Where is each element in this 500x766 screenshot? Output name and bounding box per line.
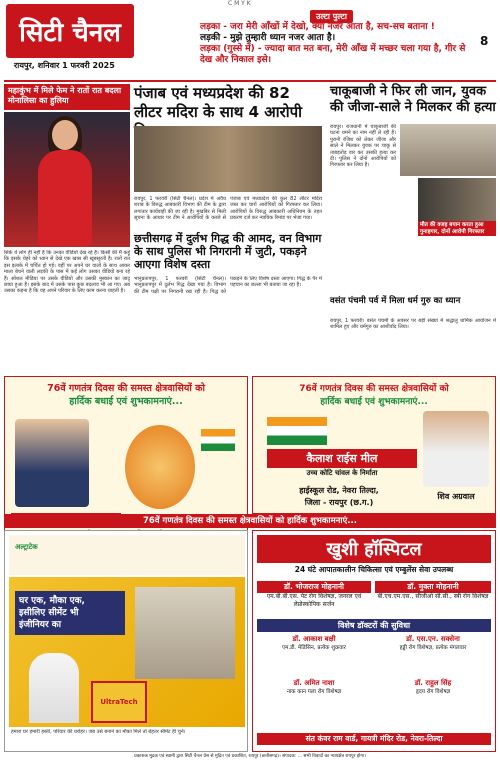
greeting-banner: 76वें गणतंत्र दिवस की समस्त क्षेत्रवासियों को हार्दिक शुभकामनाएं... [4, 514, 496, 528]
doctor-name: डॉ. मुक्ता मोहनानी [375, 581, 491, 593]
ulta-pulta-joke [200, 22, 470, 66]
doctor-detail: हड्डी रोग विशेषज्ञ, प्रत्येक मंगलवार [399, 645, 467, 651]
ad-title: 76वें गणतंत्र दिवस की समस्त क्षेत्रवासियों को [299, 384, 449, 394]
greeting-ad-kailash [252, 376, 496, 514]
brand-logo: सिटी चैनल [6, 4, 134, 58]
house-image [135, 587, 235, 679]
flag-icon [267, 417, 327, 445]
khushi-hospital-ad [252, 530, 496, 752]
doctor-name: डॉ. राहुल सिंह [414, 679, 452, 687]
person-photo [15, 419, 89, 507]
cmyk-marker: C M Y K [228, 0, 251, 7]
company-name: कैलाश राईस मील [267, 449, 417, 468]
address-line: जिला - रायपुर (छ.ग.) [304, 498, 374, 507]
slogan-line: घर एक, मौका एक, [19, 596, 85, 606]
slogan-box [15, 591, 125, 635]
person-photo [423, 411, 489, 487]
woman-face-shape [52, 120, 78, 150]
main-story-body: रायपुर, 1 फरवरी (सिटी चैनल)। प्रदेश में अवैध शराब के विरुद्ध आबकारी विभाग की टीम के द्वारा लगातार कार्यवाही की जा रही है। मुखबिर से मिली सूचना के आधार पर टीम ने आरोपियों के कब्जे से पंजाब एवं मध्यप्रदेश की कुल 82 लीटर मदिरा जब्त कर चारों आरोपियों को गिरफ्तार कर लिया। आरोपियों के विरुद्ध आबकारी अधिनियम के तहत प्रकरण दर्ज कर न्यायिक रिमांड पर भेजा गया। [134, 196, 322, 222]
doctor-detail: एम.बी.बी.एस. पेट रोग विशेषज्ञ, जनरल एवं लेप्रोस्कोपिक सर्जन [266, 593, 362, 608]
badge: अल्ट्राटेक [15, 543, 38, 551]
flag-icon [201, 429, 235, 451]
ad-title: 76वें गणतंत्र दिवस की समस्त क्षेत्रवासियों को [47, 383, 205, 394]
sub-story-body: भानुप्रतापपुर, 1 फरवरी (सिटी चैनल)। भानुप्रतापपुर में दुर्लभ गिद्ध देखा गया है। विभाग की टीम पक्षी पर निगरानी रख रही है। गिद्ध को पकड़ने के लिए विशेष दस्ता आएगा। गिद्ध के पैर में पहचान का छल्ला भी बताया जा रहा है। [134, 276, 322, 295]
doctor-name: डॉ. अमित नाशा [293, 679, 335, 687]
cement-bag: UltraTech [91, 681, 147, 723]
arrest-photo [134, 126, 322, 192]
page-number: 8 [480, 34, 489, 48]
imprint-footer: प्रकाशक मुद्रक एवं स्वामी द्वारा सिटी चैनल प्रेस से मुद्रित एवं प्रकाशित, रायपुर (छत्तीसगढ़)। संपादक: ... सभी विवादों का न्यायक्षेत्र रायपुर होगा। [134, 754, 366, 759]
slogan-line: इसीलिए सीमेंट भी [19, 608, 79, 618]
doctor-name: डॉ. भोजराज मोहनानी [257, 581, 371, 593]
left-story-body: सिर्फ़ ये लोग ही नहीं है कि उनका वीडियो देख रहे हैं। किसी की मैं कहूं कि इसके चेहरे को ध्यान से देखे एक खास सी खूबसूरती है। रातों रात इस इलाके में चर्चित हो गई। वहीं पर अपने घर वालों के साथ आकर माला बेचने वाली लड़की के पास में कई लोग उसका वीडियो बना रहे हैं। सोशल मीडिया पर उसके वीडियो और उसकी मुस्कान का जादू छाया हुआ है। इसके बाद में उसके पास कुछ बदलाव भी आ गए। अब उसका कहना है कि वह अपने परिवार के लिए काम करना चाहती है। [4, 250, 130, 295]
doctor-detail: एम.डी. मेडिसिन, प्रत्येक शुक्रवार [282, 645, 346, 651]
doctor-name: डॉ. आकाश बक्षी [292, 635, 336, 643]
joke-line: लड़का (गुस्से में) - ज्यादा बात मत बना, मेरी आँख में मच्छर चला गया है, गीर से देख और निकाल इसे। [200, 44, 466, 65]
address-line: हाईस्कूल रोड, नेवरा तिल्दा, [299, 486, 379, 495]
accused-photo [418, 178, 496, 222]
photo-caption: मौत की वजह बयान करता हुआ गुनाहगार, दोनों आरोपी गिरफ्तार [418, 221, 496, 236]
doctor-detail: बी.एच.एम.एस., सीजीओ सी.सी., स्त्री रोग विशेषज्ञ [377, 593, 489, 600]
doctor-name: डॉ. एस.एन. सक्सेना [406, 635, 460, 643]
ad-subtitle: हार्दिक बधाई एवं शुभकामनाएं... [320, 397, 428, 407]
joke-line: लड़की - मुझे तुम्हारी ध्यान नजर आता है। [200, 33, 336, 43]
divider [4, 80, 496, 82]
sub-story-headline: छत्तीसगढ़ में दुर्लभ गिद्ध की आमद, वन विभाग के साथ पुलिस भी निगरानी में जुटी, पकड़ने आएगा विशेष दस्ता [134, 232, 322, 271]
victim-photo [400, 124, 496, 176]
hospital-subtitle: 24 घंटे आपातकालीन चिकित्सा एवं एम्बुलेंस सेवा उपलब्ध [294, 565, 454, 574]
engineer-image [29, 653, 79, 723]
left-story-headline: महाकुंभ में मिले फेम ने रातों रात बदला मोनालिसा का हुलिया [4, 84, 130, 110]
company-tagline: उच्च कोटि चांवल के निर्माता [306, 469, 378, 477]
joke-line: लड़का - जरा मेरी आँखों में देखो, क्या नजर आता है, सच-सच बताना ! [200, 22, 435, 32]
dateline: रायपुर, शनिवार 1 फरवरी 2025 [14, 61, 115, 70]
woman-dress-shape [38, 150, 92, 246]
special-label: विशेष डॉक्टरों की सुविधा [257, 619, 491, 632]
main-story-headline: पंजाब एवं मध्यप्रदेश की 82 लीटर मदिरा के साथ 4 आरोपी [134, 84, 303, 121]
right-sub-body: रायपुर, 1 फरवरी। वसंत पंचमी के अवसर पर बड़ी संख्या में श्रद्धालु धार्मिक आयोजन में शामिल हुए और धर्मगुरु का आशीर्वाद लिया। [330, 318, 496, 331]
doctor-detail: नाक कान गला रोग विशेषज्ञ [286, 689, 342, 695]
ultratech-ad [4, 530, 248, 752]
right-story-headline: चाकूबाजी ने फिर ली जान, युवक की जीजा-साले ने मिलकर की हत्या [330, 84, 496, 115]
masthead [0, 0, 500, 78]
ad-subtitle: हार्दिक बधाई एवं शुभकामनाएं... [69, 396, 183, 407]
right-story-body: रायपुर। राजधानी में चाकूबाजी की घटना थमने का नाम नहीं ले रही है। पुरानी रंजिश को लेकर जीजा और साले ने मिलकर युवक पर चाकू से ताबड़तोड़ वार कर उसकी हत्या कर दी। पुलिस ने दोनों आरोपियों को गिरफ्तार कर लिया है। [330, 124, 396, 169]
ad-header [9, 535, 245, 575]
right-sub-headline: वसंत पंचमी पर्व में मिला धर्म गुरु का ध्यान [330, 296, 461, 306]
hospital-address: संत कंवर राम वार्ड, गायत्री मंदिर रोड, नेवरा-तिल्दा [257, 733, 491, 745]
slogan-line: इंजीनियर का [19, 620, 62, 630]
doctor-detail: हृदय रोग विशेषज्ञ [415, 689, 451, 695]
ad-footnote: हमारा घर हमारी हस्ती, परिवार की धरोहर। जब उसे बनाने का मौका मिले तो बेहतर सीमेंट ही चुनें। [11, 729, 186, 735]
person-name: शिव अग्रवाल [437, 492, 475, 501]
ulta-pulta-tag: उल्टा पुल्टा [310, 10, 353, 23]
hospital-title: खुशी हॉस्पिटल [257, 535, 491, 563]
goddess-image [125, 425, 195, 509]
